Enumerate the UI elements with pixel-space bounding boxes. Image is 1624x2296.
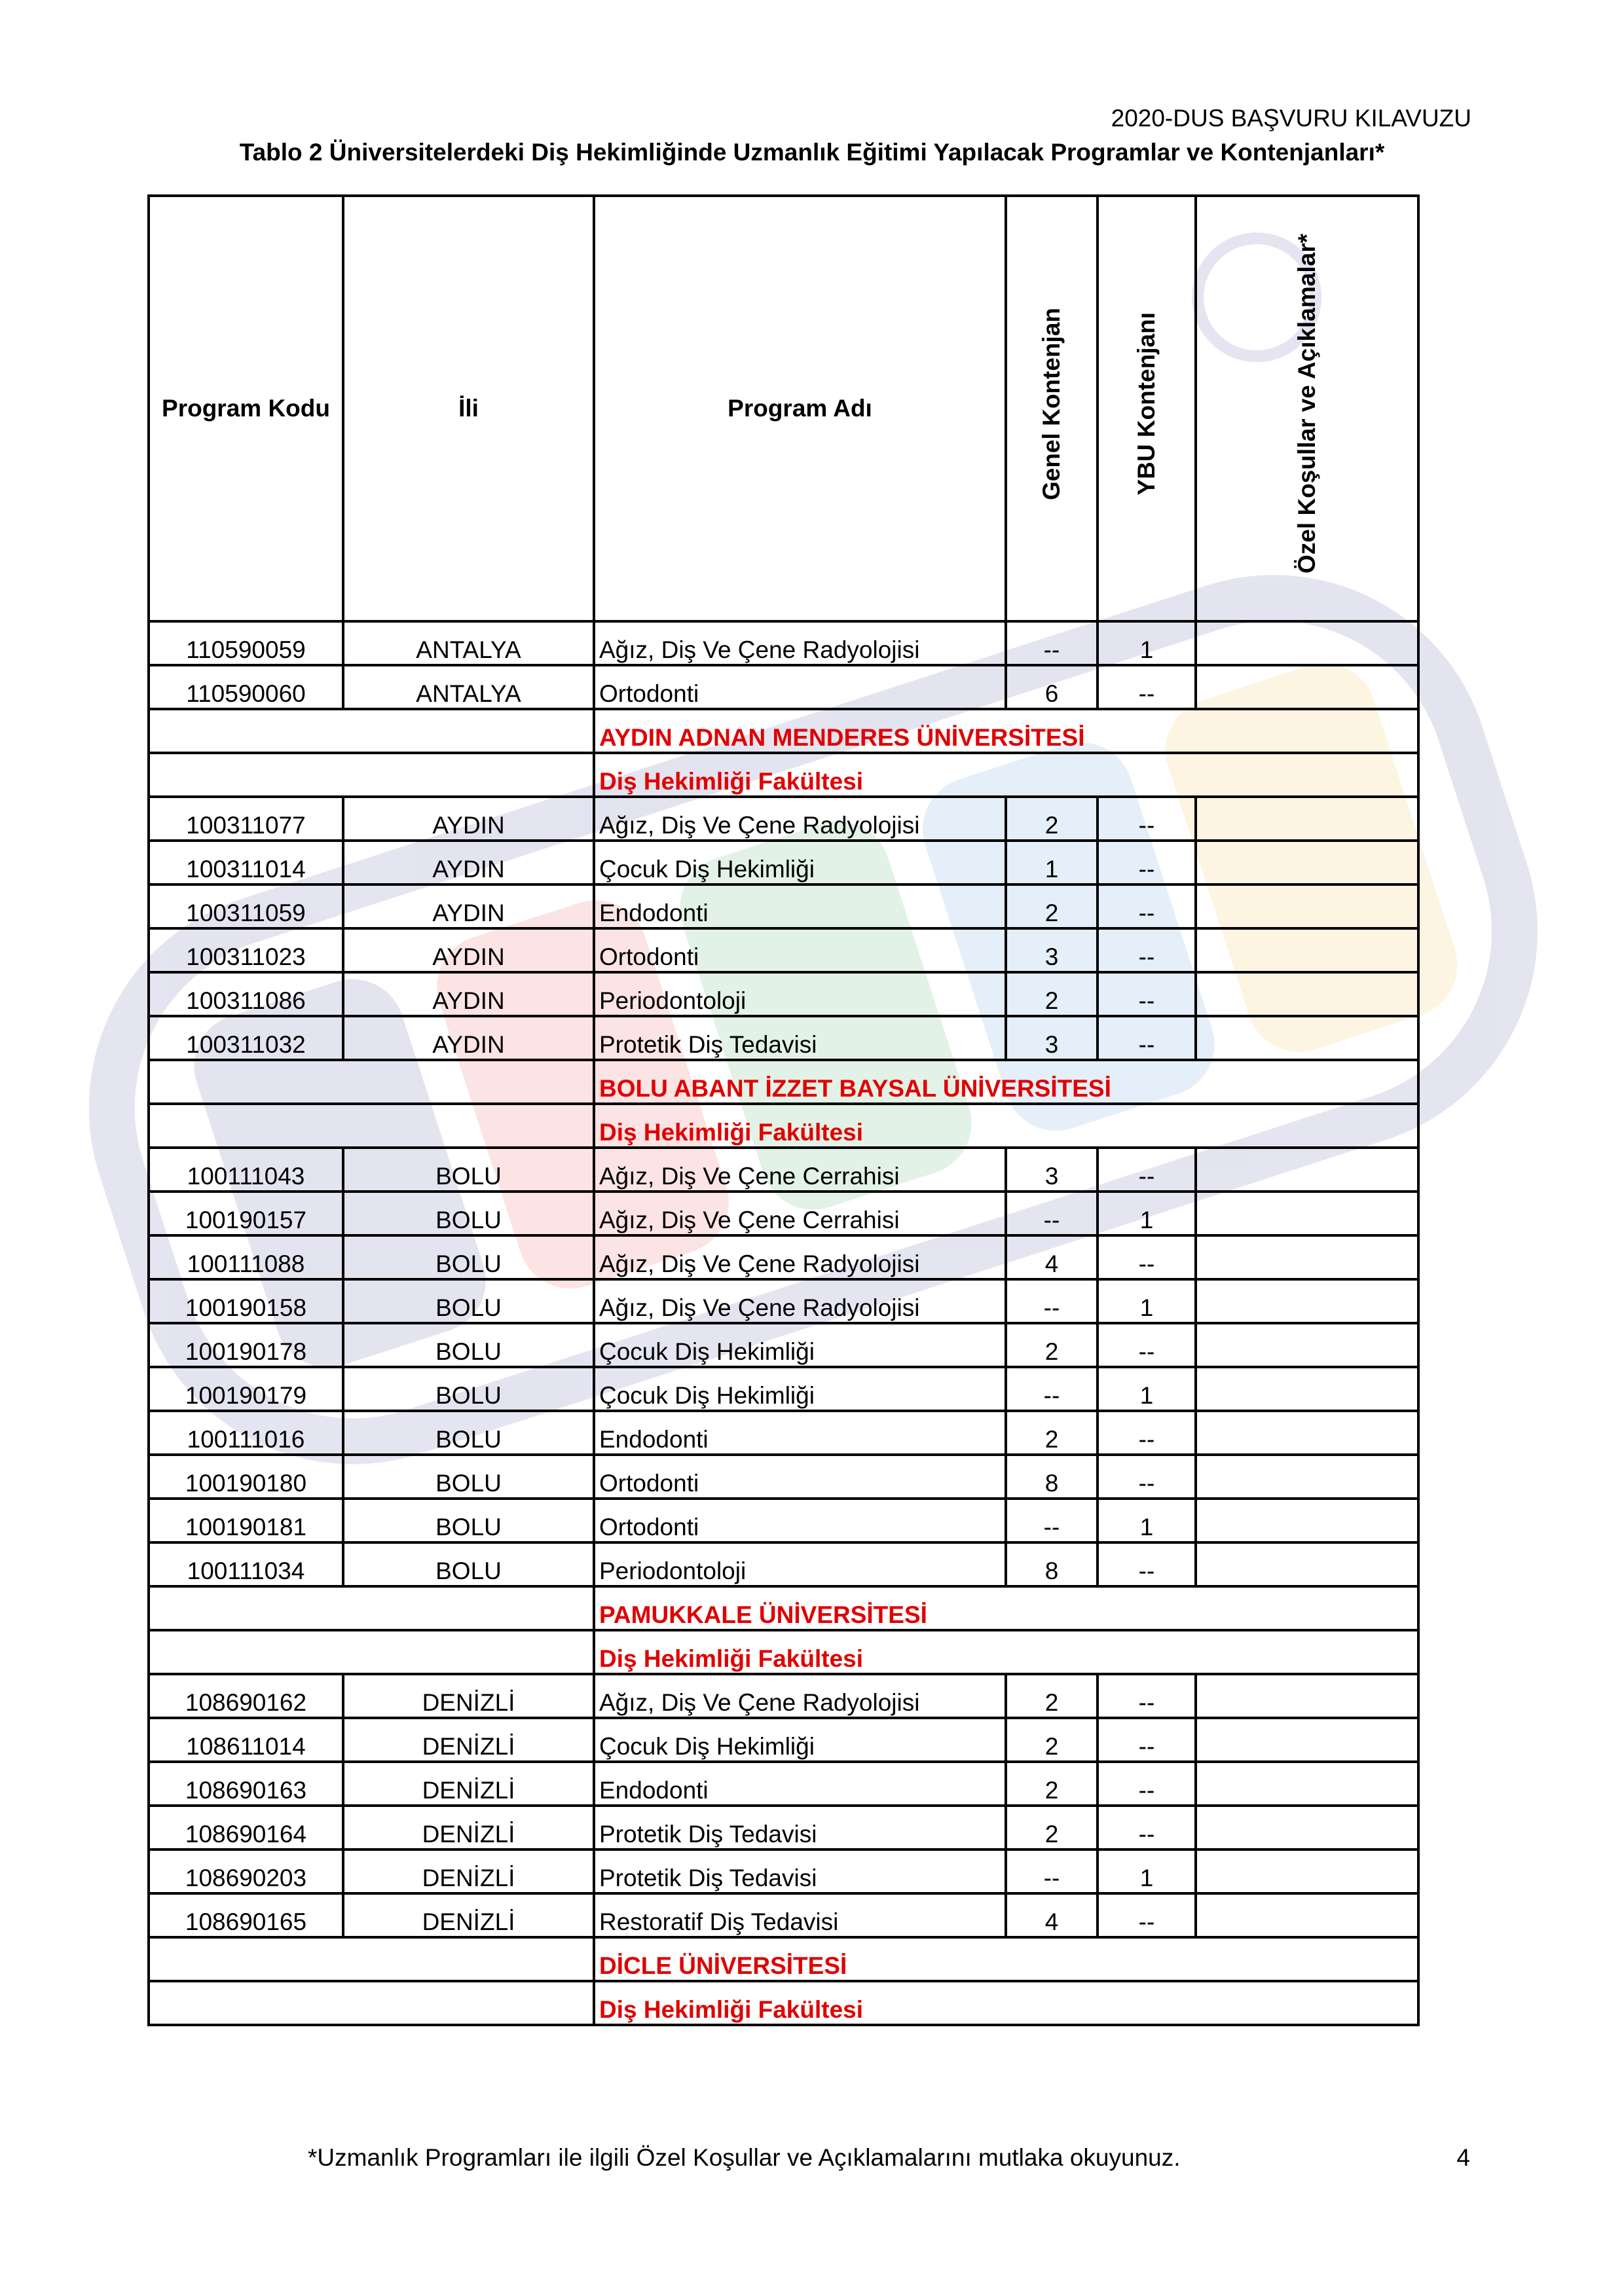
general-quota-cell: 2 <box>1006 1674 1098 1718</box>
program-code-cell: 110590060 <box>149 665 343 709</box>
conditions-cell <box>1196 1148 1418 1192</box>
programs-table <box>147 194 1420 2026</box>
program-code-cell: 100111043 <box>149 1148 343 1192</box>
heading-spacer-cell <box>149 709 594 753</box>
general-quota-cell: 2 <box>1006 797 1098 841</box>
ybu-quota-cell: -- <box>1098 797 1196 841</box>
table-row <box>149 1235 1418 1279</box>
general-quota-cell: 4 <box>1006 1235 1098 1279</box>
university-heading-row <box>149 753 1418 797</box>
university-heading-row <box>149 709 1418 753</box>
heading-spacer-cell <box>149 1104 594 1148</box>
page-number: 4 <box>1456 2144 1470 2171</box>
conditions-cell <box>1196 841 1418 884</box>
university-heading: BOLU ABANT İZZET BAYSAL ÜNİVERSİTESİ <box>594 1060 1418 1104</box>
general-quota-cell: 6 <box>1006 665 1098 709</box>
university-heading-row <box>149 1060 1418 1104</box>
ybu-quota-cell: -- <box>1098 1762 1196 1806</box>
program-code-cell: 100190179 <box>149 1367 343 1411</box>
conditions-cell <box>1196 1192 1418 1235</box>
conditions-cell <box>1196 1367 1418 1411</box>
program-name-cell: Protetik Diş Tedavisi <box>594 1850 1006 1893</box>
general-quota-cell: 2 <box>1006 1323 1098 1367</box>
program-name-cell: Ortodonti <box>594 1455 1006 1499</box>
city-cell: AYDIN <box>343 972 594 1016</box>
program-code-cell: 100190180 <box>149 1455 343 1499</box>
table-row <box>149 928 1418 972</box>
city-cell: DENİZLİ <box>343 1762 594 1806</box>
program-name-cell: Ağız, Diş Ve Çene Radyolojisi <box>594 797 1006 841</box>
table-row <box>149 1016 1418 1060</box>
program-code-cell: 108611014 <box>149 1718 343 1762</box>
table-row <box>149 1411 1418 1455</box>
general-quota-cell: 4 <box>1006 1893 1098 1937</box>
general-quota-cell: 2 <box>1006 972 1098 1016</box>
heading-spacer-cell <box>149 1586 594 1630</box>
table-row <box>149 1499 1418 1542</box>
city-cell: BOLU <box>343 1499 594 1542</box>
table-row <box>149 972 1418 1016</box>
table-row <box>149 1323 1418 1367</box>
guide-title: 2020-DUS BAŞVURU KILAVUZU <box>1111 105 1471 132</box>
conditions-cell <box>1196 1323 1418 1367</box>
university-heading-row <box>149 1981 1418 2025</box>
program-code-cell: 100311023 <box>149 928 343 972</box>
city-cell: BOLU <box>343 1279 594 1323</box>
ybu-quota-cell: 1 <box>1098 1850 1196 1893</box>
col-header-city: İli <box>343 196 594 621</box>
city-cell: BOLU <box>343 1411 594 1455</box>
city-cell: DENİZLİ <box>343 1674 594 1718</box>
general-quota-cell: 8 <box>1006 1542 1098 1586</box>
table-row <box>149 1893 1418 1937</box>
city-cell: AYDIN <box>343 884 594 928</box>
col-header-general <box>1006 196 1098 621</box>
program-code-cell: 100111088 <box>149 1235 343 1279</box>
university-heading: PAMUKKALE ÜNİVERSİTESİ <box>594 1586 1418 1630</box>
program-code-cell: 108690164 <box>149 1806 343 1850</box>
program-code-cell: 108690165 <box>149 1893 343 1937</box>
table-row <box>149 1192 1418 1235</box>
conditions-cell <box>1196 621 1418 665</box>
heading-spacer-cell <box>149 753 594 797</box>
table-row <box>149 1455 1418 1499</box>
conditions-cell <box>1196 1762 1418 1806</box>
footer-note: *Uzmanlık Programları ile ilgili Özel Koşullar ve Açıklamalarını mutlaka okuyunuz. <box>308 2144 1181 2171</box>
program-code-cell: 100190157 <box>149 1192 343 1235</box>
table-body <box>149 621 1418 2025</box>
ybu-quota-cell: -- <box>1098 1674 1196 1718</box>
table-row <box>149 1674 1418 1718</box>
program-name-cell: Protetik Diş Tedavisi <box>594 1016 1006 1060</box>
general-quota-cell: 3 <box>1006 928 1098 972</box>
program-name-cell: Endodonti <box>594 884 1006 928</box>
ybu-quota-cell: -- <box>1098 884 1196 928</box>
program-code-cell: 100111034 <box>149 1542 343 1586</box>
ybu-quota-cell: -- <box>1098 665 1196 709</box>
program-name-cell: Çocuk Diş Hekimliği <box>594 1367 1006 1411</box>
col-header-general-label: Genel Kontenjan <box>1038 307 1065 500</box>
general-quota-cell: -- <box>1006 1279 1098 1323</box>
university-heading: Diş Hekimliği Fakültesi <box>594 1104 1418 1148</box>
table-row <box>149 1718 1418 1762</box>
conditions-cell <box>1196 1235 1418 1279</box>
program-name-cell: Periodontoloji <box>594 972 1006 1016</box>
program-name-cell: Restoratif Diş Tedavisi <box>594 1893 1006 1937</box>
program-name-cell: Ağız, Diş Ve Çene Radyolojisi <box>594 1235 1006 1279</box>
city-cell: BOLU <box>343 1192 594 1235</box>
table-row <box>149 797 1418 841</box>
program-name-cell: Protetik Diş Tedavisi <box>594 1806 1006 1850</box>
program-name-cell: Ortodonti <box>594 1499 1006 1542</box>
city-cell: BOLU <box>343 1455 594 1499</box>
ybu-quota-cell: -- <box>1098 1016 1196 1060</box>
col-header-conditions <box>1196 196 1418 621</box>
col-header-conditions-label: Özel Koşullar ve Açıklamalar* <box>1293 234 1320 574</box>
city-cell: DENİZLİ <box>343 1893 594 1937</box>
program-code-cell: 100190181 <box>149 1499 343 1542</box>
conditions-cell <box>1196 884 1418 928</box>
city-cell: ANTALYA <box>343 621 594 665</box>
general-quota-cell: -- <box>1006 1850 1098 1893</box>
conditions-cell <box>1196 1016 1418 1060</box>
ybu-quota-cell: -- <box>1098 1455 1196 1499</box>
table-row <box>149 1279 1418 1323</box>
table-row <box>149 1542 1418 1586</box>
conditions-cell <box>1196 1411 1418 1455</box>
university-heading: Diş Hekimliği Fakültesi <box>594 1981 1418 2025</box>
ybu-quota-cell: -- <box>1098 1235 1196 1279</box>
university-heading: DİCLE ÜNİVERSİTESİ <box>594 1937 1418 1981</box>
city-cell: AYDIN <box>343 928 594 972</box>
city-cell: AYDIN <box>343 1016 594 1060</box>
general-quota-cell: 1 <box>1006 841 1098 884</box>
ybu-quota-cell: -- <box>1098 1411 1196 1455</box>
program-name-cell: Çocuk Diş Hekimliği <box>594 841 1006 884</box>
university-heading-row <box>149 1937 1418 1981</box>
general-quota-cell: 3 <box>1006 1016 1098 1060</box>
city-cell: ANTALYA <box>343 665 594 709</box>
ybu-quota-cell: -- <box>1098 1806 1196 1850</box>
city-cell: DENİZLİ <box>343 1806 594 1850</box>
table-row <box>149 841 1418 884</box>
col-header-code: Program Kodu <box>149 196 343 621</box>
program-name-cell: Ağız, Diş Ve Çene Radyolojisi <box>594 621 1006 665</box>
table-title: Tablo 2 Üniversitelerdeki Diş Hekimliğinde Uzmanlık Eğitimi Yapılacak Programlar ve Kontenjanları* <box>239 139 1385 166</box>
ybu-quota-cell: 1 <box>1098 1499 1196 1542</box>
city-cell: BOLU <box>343 1323 594 1367</box>
city-cell: AYDIN <box>343 841 594 884</box>
table-row <box>149 884 1418 928</box>
city-cell: BOLU <box>343 1367 594 1411</box>
city-cell: DENİZLİ <box>343 1718 594 1762</box>
ybu-quota-cell: -- <box>1098 928 1196 972</box>
ybu-quota-cell: -- <box>1098 1893 1196 1937</box>
city-cell: BOLU <box>343 1235 594 1279</box>
program-name-cell: Ağız, Diş Ve Çene Cerrahisi <box>594 1148 1006 1192</box>
ybu-quota-cell: -- <box>1098 841 1196 884</box>
general-quota-cell: 2 <box>1006 884 1098 928</box>
program-code-cell: 100311014 <box>149 841 343 884</box>
table-row <box>149 1806 1418 1850</box>
general-quota-cell: 2 <box>1006 1411 1098 1455</box>
program-code-cell: 100311086 <box>149 972 343 1016</box>
ybu-quota-cell: 1 <box>1098 1279 1196 1323</box>
program-name-cell: Ortodonti <box>594 928 1006 972</box>
table-row <box>149 1367 1418 1411</box>
conditions-cell <box>1196 1542 1418 1586</box>
program-name-cell: Endodonti <box>594 1762 1006 1806</box>
col-header-program: Program Adı <box>594 196 1006 621</box>
conditions-cell <box>1196 665 1418 709</box>
program-name-cell: Çocuk Diş Hekimliği <box>594 1323 1006 1367</box>
program-code-cell: 108690203 <box>149 1850 343 1893</box>
general-quota-cell: -- <box>1006 1367 1098 1411</box>
conditions-cell <box>1196 1674 1418 1718</box>
university-heading: Diş Hekimliği Fakültesi <box>594 1630 1418 1674</box>
program-code-cell: 100311032 <box>149 1016 343 1060</box>
conditions-cell <box>1196 1893 1418 1937</box>
general-quota-cell: -- <box>1006 621 1098 665</box>
university-heading-row <box>149 1586 1418 1630</box>
conditions-cell <box>1196 1806 1418 1850</box>
program-code-cell: 100111016 <box>149 1411 343 1455</box>
university-heading-row <box>149 1630 1418 1674</box>
program-code-cell: 108690163 <box>149 1762 343 1806</box>
university-heading: AYDIN ADNAN MENDERES ÜNİVERSİTESİ <box>594 709 1418 753</box>
table-row <box>149 1762 1418 1806</box>
conditions-cell <box>1196 1718 1418 1762</box>
general-quota-cell: 2 <box>1006 1806 1098 1850</box>
general-quota-cell: -- <box>1006 1499 1098 1542</box>
general-quota-cell: 2 <box>1006 1718 1098 1762</box>
program-code-cell: 100311077 <box>149 797 343 841</box>
col-header-ybu <box>1098 196 1196 621</box>
table-header-row <box>149 196 1418 621</box>
conditions-cell <box>1196 1455 1418 1499</box>
program-name-cell: Periodontoloji <box>594 1542 1006 1586</box>
conditions-cell <box>1196 1850 1418 1893</box>
col-header-ybu-label: YBU Kontenjanı <box>1133 312 1160 496</box>
table-row <box>149 621 1418 665</box>
ybu-quota-cell: 1 <box>1098 1367 1196 1411</box>
general-quota-cell: 8 <box>1006 1455 1098 1499</box>
city-cell: DENİZLİ <box>343 1850 594 1893</box>
program-name-cell: Endodonti <box>594 1411 1006 1455</box>
city-cell: BOLU <box>343 1148 594 1192</box>
city-cell: AYDIN <box>343 797 594 841</box>
conditions-cell <box>1196 1279 1418 1323</box>
program-code-cell: 110590059 <box>149 621 343 665</box>
program-code-cell: 100190158 <box>149 1279 343 1323</box>
ybu-quota-cell: -- <box>1098 972 1196 1016</box>
table-row <box>149 1148 1418 1192</box>
ybu-quota-cell: -- <box>1098 1542 1196 1586</box>
heading-spacer-cell <box>149 1937 594 1981</box>
program-name-cell: Çocuk Diş Hekimliği <box>594 1718 1006 1762</box>
table-row <box>149 1850 1418 1893</box>
heading-spacer-cell <box>149 1630 594 1674</box>
heading-spacer-cell <box>149 1060 594 1104</box>
university-heading: Diş Hekimliği Fakültesi <box>594 753 1418 797</box>
conditions-cell <box>1196 972 1418 1016</box>
university-heading-row <box>149 1104 1418 1148</box>
general-quota-cell: 3 <box>1006 1148 1098 1192</box>
ybu-quota-cell: -- <box>1098 1718 1196 1762</box>
program-name-cell: Ortodonti <box>594 665 1006 709</box>
general-quota-cell: 2 <box>1006 1762 1098 1806</box>
program-name-cell: Ağız, Diş Ve Çene Radyolojisi <box>594 1674 1006 1718</box>
ybu-quota-cell: 1 <box>1098 1192 1196 1235</box>
conditions-cell <box>1196 928 1418 972</box>
conditions-cell <box>1196 797 1418 841</box>
general-quota-cell: -- <box>1006 1192 1098 1235</box>
city-cell: BOLU <box>343 1542 594 1586</box>
conditions-cell <box>1196 1499 1418 1542</box>
ybu-quota-cell: 1 <box>1098 621 1196 665</box>
ybu-quota-cell: -- <box>1098 1323 1196 1367</box>
table-row <box>149 665 1418 709</box>
program-code-cell: 108690162 <box>149 1674 343 1718</box>
ybu-quota-cell: -- <box>1098 1148 1196 1192</box>
program-name-cell: Ağız, Diş Ve Çene Radyolojisi <box>594 1279 1006 1323</box>
program-name-cell: Ağız, Diş Ve Çene Cerrahisi <box>594 1192 1006 1235</box>
program-code-cell: 100190178 <box>149 1323 343 1367</box>
program-code-cell: 100311059 <box>149 884 343 928</box>
heading-spacer-cell <box>149 1981 594 2025</box>
